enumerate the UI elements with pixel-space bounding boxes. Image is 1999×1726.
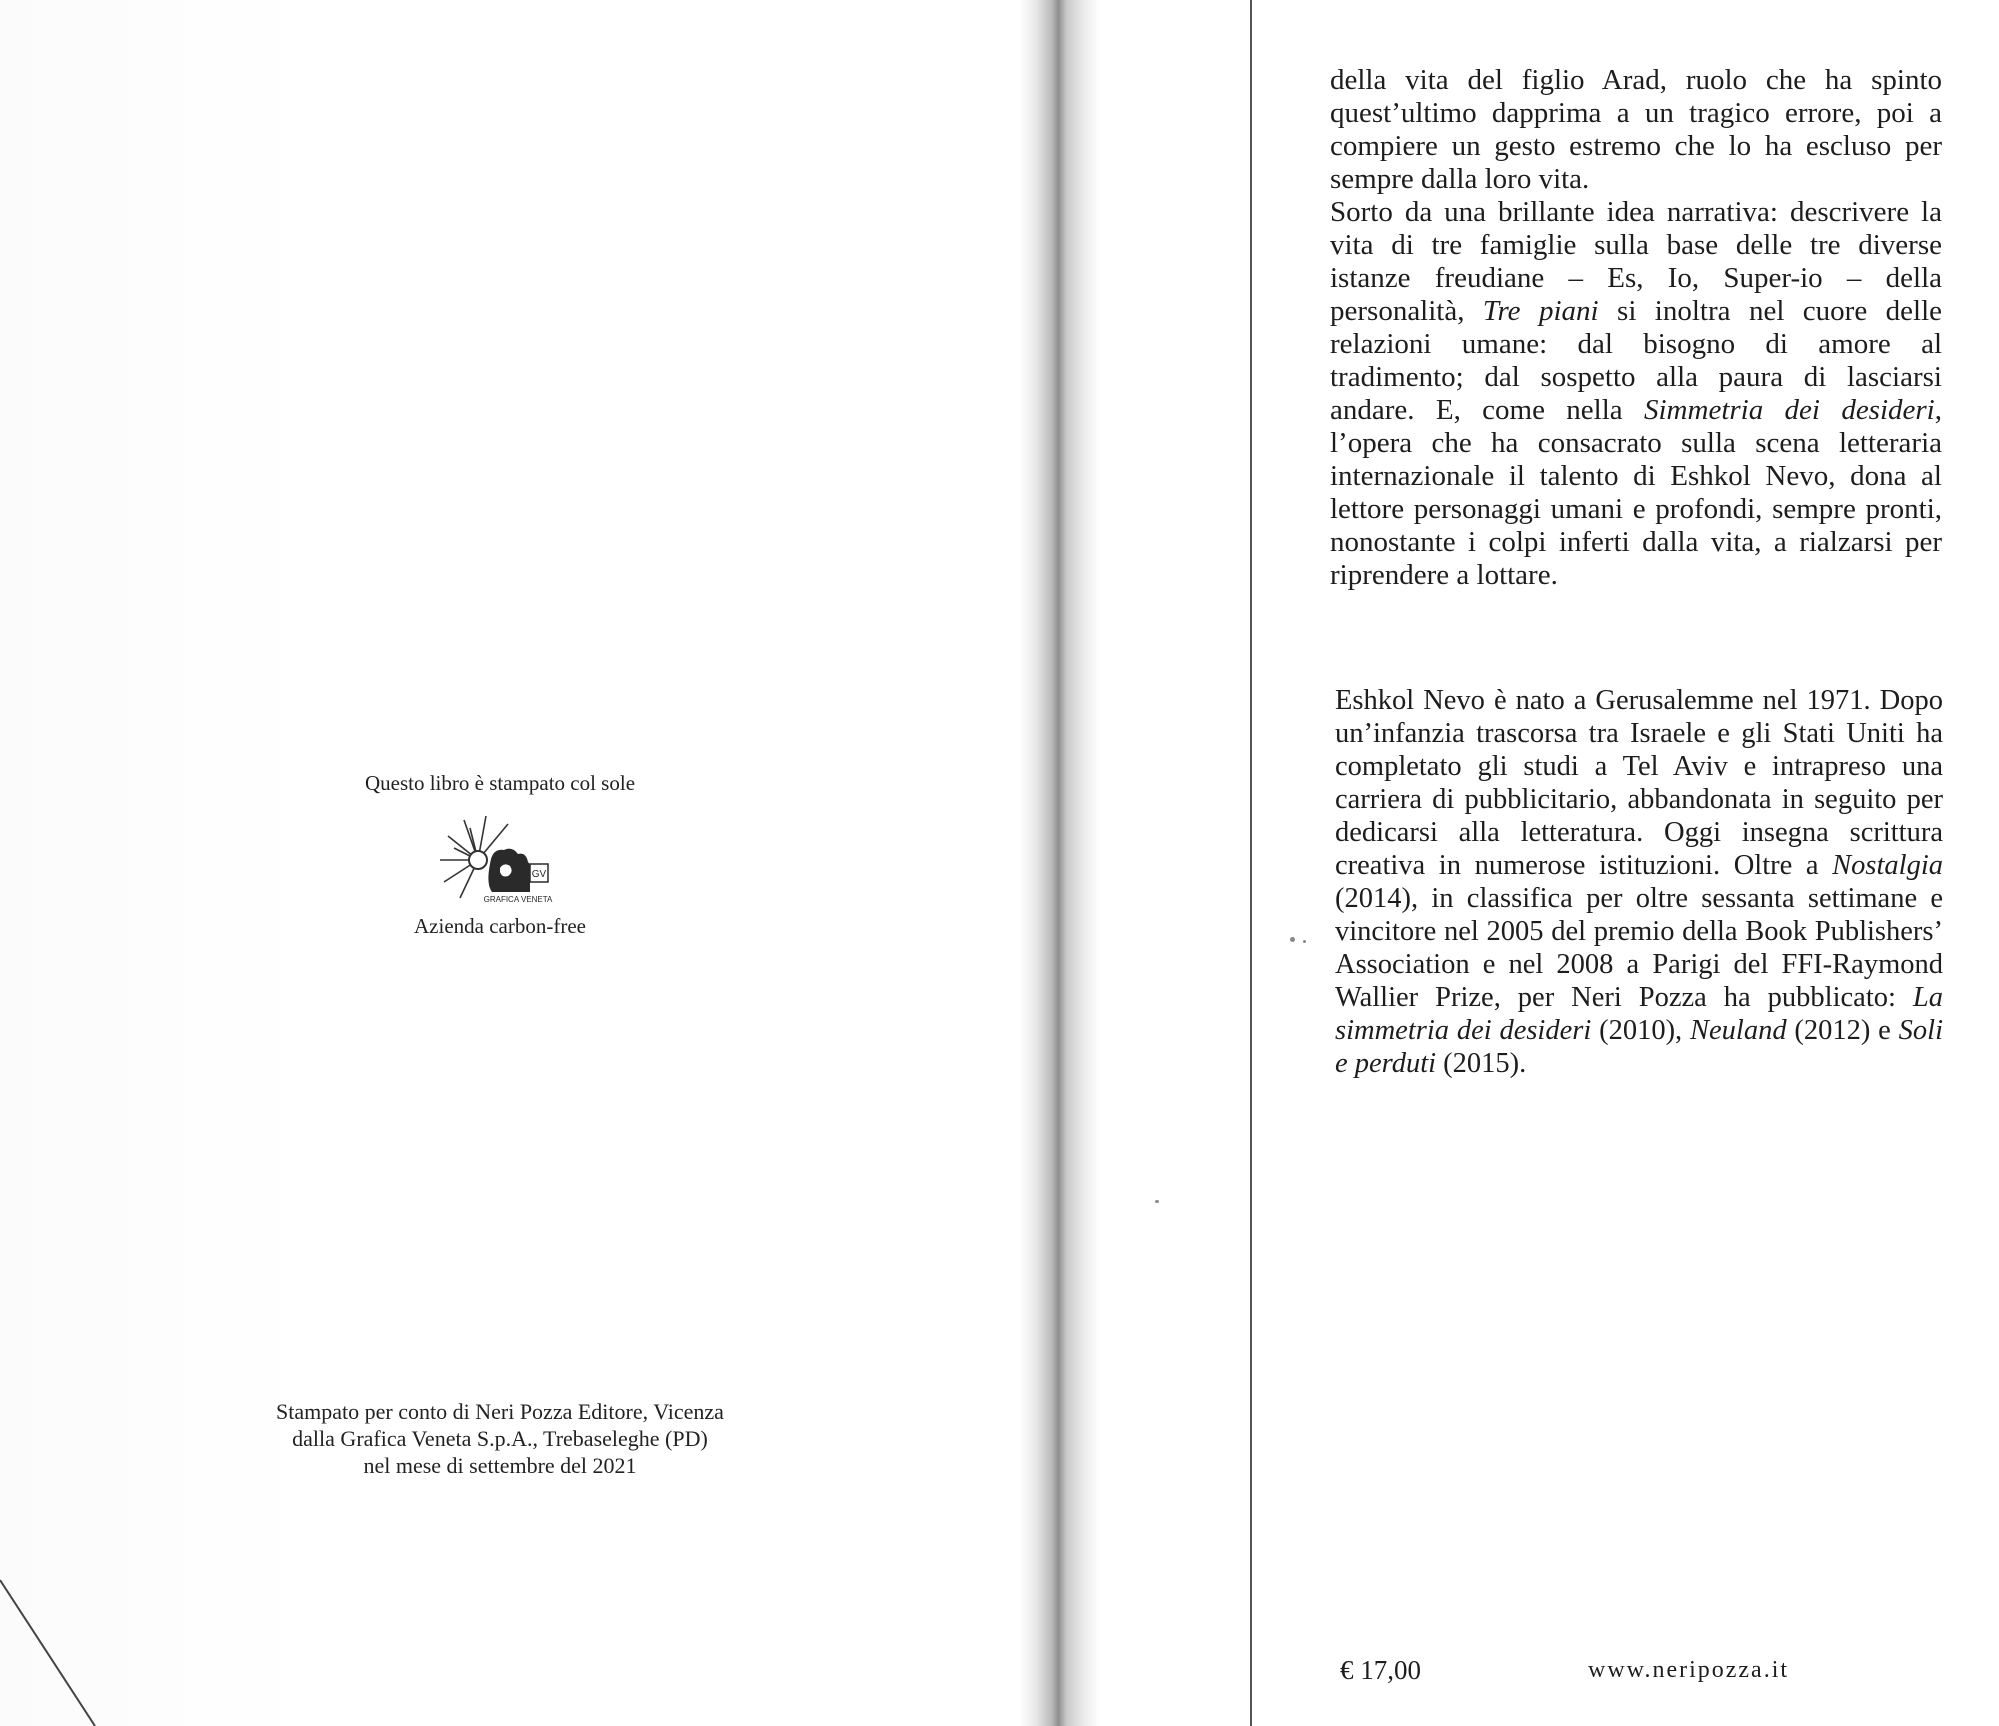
title-la-simmetria-dei-desideri: La simmetria dei desideri: [1335, 982, 1943, 1046]
page-edge-line: [1250, 0, 1252, 1726]
colophon-line-3: nel mese di settembre del 2021: [363, 1453, 637, 1478]
title-soli-e-perduti: Soli e perduti: [1335, 1015, 1943, 1079]
paper-speck: [1303, 940, 1306, 943]
blurb-paragraph-2: Sorto da una brillante idea narrativa: descrivere la vita di tre famiglie sulla base delle tre diverse istanze freudiane – Es, Io, Super-io – della personalità, Tre piani si inoltra nel cuore delle relazioni umane: dal bisogno di amore al tradimento; dal sospetto alla paura di lasciarsi andare. E, come nella Simmetria dei desideri, l’opera che ha consacrato sulla scena letteraria internazionale il talento di Eshkol Nevo, dona al lettore personaggi umani e profondi, sempre pronti, nonostante i colpi inferti dalla vita, a rialzarsi per riprendere a lottare.: [1330, 196, 1942, 591]
carbon-free-caption: Azienda carbon-free: [414, 914, 586, 938]
paper-speck: [1290, 937, 1295, 942]
colophon-line-2: dalla Grafica Veneta S.p.A., Trebaseleghe (PD): [292, 1426, 708, 1451]
colophon-line-1: Stampato per conto di Neri Pozza Editore, Vicenza: [276, 1399, 724, 1424]
printed-with-sun-caption: Questo libro è stampato col sole: [364, 771, 636, 795]
title-simmetria-dei-desideri: Simmetria dei desideri: [1644, 394, 1935, 426]
title-nostalgia: Nostalgia: [1832, 850, 1943, 881]
price-label: € 17,00: [1340, 1655, 1421, 1685]
sun-logo-icon: [430, 808, 570, 908]
publisher-website: www.neripozza.it: [1588, 1657, 1790, 1683]
blurb-paragraph-1: della vita del figlio Arad, ruolo che ha spinto quest’ultimo dapprima a un tragico errore, poi a compiere un gesto estremo che lo ha escluso per sempre dalla loro vita.: [1330, 64, 1942, 195]
back-cover-blurb: [1330, 64, 1942, 592]
page-corner-crease: [0, 1570, 120, 1726]
title-tre-piani: Tre piani: [1482, 295, 1599, 327]
title-neuland: Neuland: [1690, 1015, 1787, 1046]
paper-speck: [1155, 1200, 1159, 1203]
svg-text:GV: GV: [531, 869, 547, 880]
grafica-veneta-logo: [430, 808, 570, 908]
svg-text:GRAFICA VENETA: GRAFICA VENETA: [483, 895, 553, 904]
book-gutter-shadow: [1020, 0, 1100, 1726]
colophon: [200, 1398, 800, 1479]
bio-paragraph: Eshkol Nevo è nato a Gerusalemme nel 1971. Dopo un’infanzia trascorsa tra Israele e gli Stati Uniti ha completato gli studi a Tel Aviv e intrapreso una carriera di pubblicitario, abbandonata in seguito per dedicarsi alla letteratura. Oggi insegna scrittura creativa in numerose istituzioni. Oltre a Nostalgia (2014), in classifica per oltre sessanta settimane e vincitore nel 2005 del premio della Book Publishers’ Association e nel 2008 a Parigi del FFI-Raymond Wallier Prize, per Neri Pozza ha pubblicato: La simmetria dei desideri (2010), Neuland (2012) e Soli e perduti (2015).: [1335, 685, 1943, 1079]
author-bio: [1335, 684, 1943, 1080]
